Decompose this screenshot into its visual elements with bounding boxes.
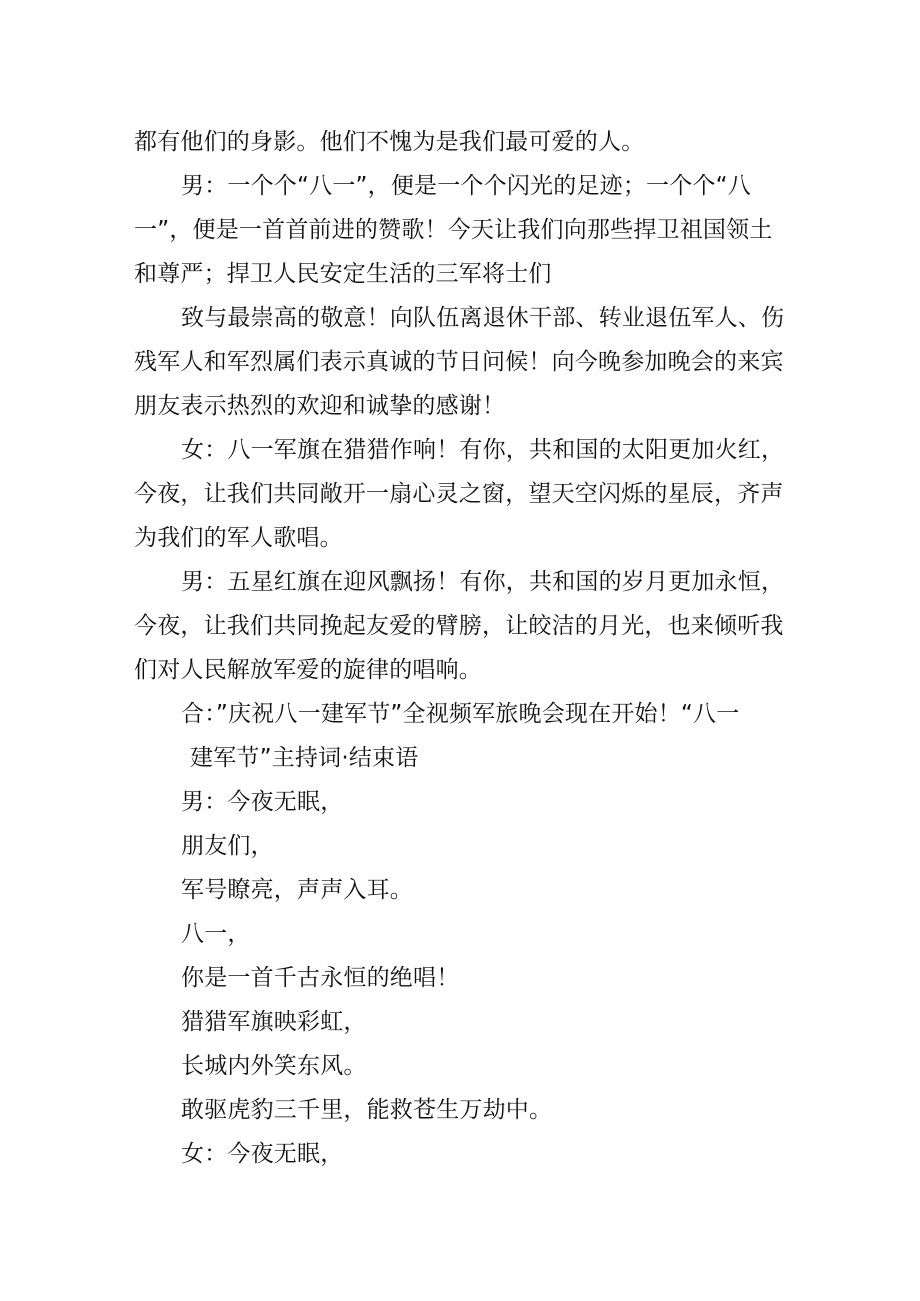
text-line-3: 一”，便是一首首前进的赞歌！今天让我们向那些捍卫祖国领土 [134,217,773,243]
text-line-6: 残军人和军烈属们表示真诚的节日问候！向今晚参加晚会的来宾 [134,349,784,375]
text-line-16: 男：今夜无眠， [181,789,344,815]
text-line-24: 女：今夜无眠， [181,1141,344,1167]
text-line-15: 建军节”主持词·结束语 [190,745,419,771]
text-line-8: 女：八一军旗在猎猎作响！有你，共和国的太阳更加火红， [181,437,785,463]
text-line-21: 猎猎军旗映彩虹， [181,1009,367,1035]
text-line-17: 朋友们， [181,833,274,859]
text-line-22: 长城内外笑东风。 [181,1053,367,1079]
text-line-2: 男：一个个“八一”，便是一个个闪光的足迹；一个个“八 [181,173,751,199]
text-line-20: 你是一首千古永恒的绝唱！ [181,965,460,991]
text-line-5: 致与最崇高的敬意！向队伍离退休干部、转业退伍军人、伤 [181,305,785,331]
text-line-12: 今夜，让我们共同挽起友爱的臂膀，让皎洁的月光，也来倾听我 [134,613,784,639]
text-line-23: 敢驱虎豹三千里，能救苍生万劫中。 [181,1097,553,1123]
text-line-9: 今夜，让我们共同敞开一扇心灵之窗，望天空闪烁的星辰，齐声 [134,481,784,507]
text-line-1: 都有他们的身影。他们不愧为是我们最可爱的人。 [134,129,645,155]
text-line-14: 合：”庆祝八一建军节”全视频军旅晚会现在开始！“八一 [181,701,740,727]
text-line-7: 朋友表示热烈的欢迎和诚挚的感谢！ [134,393,506,419]
text-line-19: 八一， [181,921,251,947]
text-line-10: 为我们的军人歌唱。 [134,525,343,551]
text-line-18: 军号瞭亮，声声入耳。 [181,877,413,903]
text-line-4: 和尊严；捍卫人民安定生活的三军将士们 [134,261,552,287]
text-line-11: 男：五星红旗在迎风飘扬！有你，共和国的岁月更加永恒， [181,569,785,595]
text-line-13: 们对人民解放军爱的旋律的唱响。 [134,657,482,683]
